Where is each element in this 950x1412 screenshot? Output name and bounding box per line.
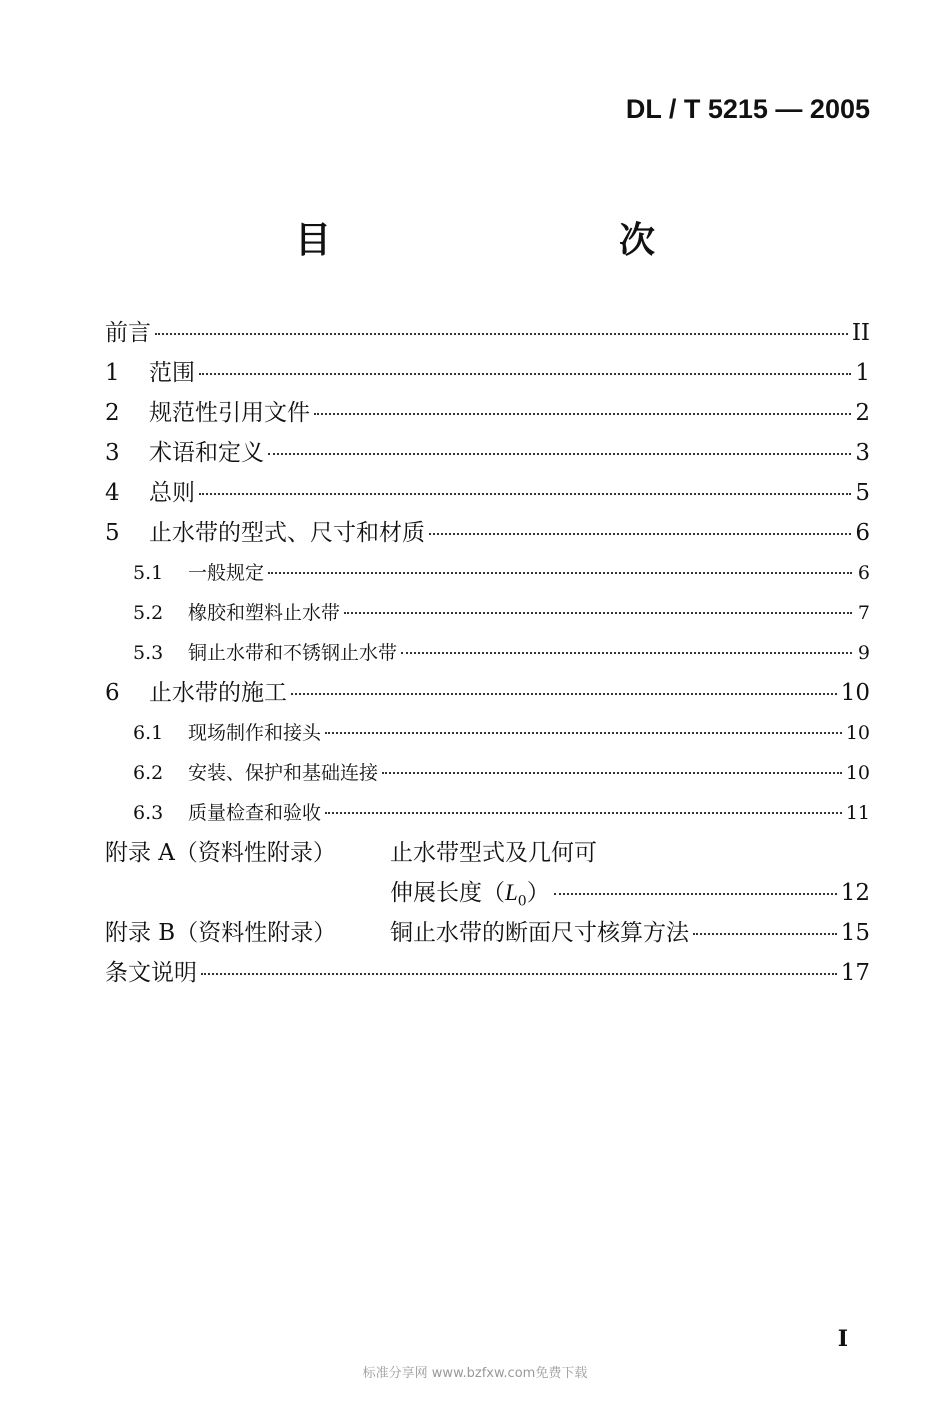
toc-leader xyxy=(382,772,842,774)
toc-label: 条文说明 xyxy=(105,960,197,986)
toc-entry-appendix-a-continued[interactable] xyxy=(105,873,870,913)
toc-entry-6-2[interactable] xyxy=(105,753,870,793)
toc-page: II xyxy=(851,320,870,346)
toc-page: 6 xyxy=(855,520,870,546)
toc-number: 4 xyxy=(105,480,120,506)
toc-entry-6[interactable] xyxy=(105,673,870,713)
toc-entry-6-1[interactable] xyxy=(105,713,870,753)
toc-number: 6.2 xyxy=(133,762,164,784)
toc-number: 5 xyxy=(105,520,120,546)
toc-page: 12 xyxy=(840,880,870,906)
toc-entry-appendix-a[interactable] xyxy=(105,833,870,873)
toc-label: 铜止水带的断面尺寸核算方法 xyxy=(390,920,689,946)
toc-title: 目 次 xyxy=(294,219,727,261)
standard-code: DL / T 5215 — 2005 xyxy=(625,94,870,124)
toc-entry-5[interactable] xyxy=(105,513,870,553)
toc-number: 5.3 xyxy=(133,642,164,664)
appendix-prefix: 附录 B（资料性附录） xyxy=(105,920,337,946)
toc-label: 一般规定 xyxy=(188,562,265,584)
toc-page: 3 xyxy=(855,440,870,466)
toc-page: 10 xyxy=(845,762,870,784)
appendix-prefix: 附录 A（资料性附录） xyxy=(105,840,336,866)
toc-leader xyxy=(325,732,842,734)
watermark: 标准分享网 www.bzfxw.com免费下载 xyxy=(362,1366,588,1381)
toc-entry-5-1[interactable] xyxy=(105,553,870,593)
toc-entry-notes[interactable] xyxy=(105,953,870,993)
toc-entry-5-3[interactable] xyxy=(105,633,870,673)
toc-label: 质量检查和验收 xyxy=(188,802,322,824)
toc-entry-foreword[interactable] xyxy=(105,313,870,353)
toc-leader xyxy=(201,973,837,975)
toc-label: 铜止水带和不锈钢止水带 xyxy=(188,642,398,664)
toc-entry-appendix-b[interactable] xyxy=(105,913,870,953)
toc-page: 15 xyxy=(840,920,870,946)
toc-leader xyxy=(199,493,851,495)
toc-leader xyxy=(291,693,837,695)
toc-number: 6.1 xyxy=(133,722,164,744)
toc-leader xyxy=(268,453,851,455)
toc-leader xyxy=(325,812,842,814)
toc-label: 范围 xyxy=(149,360,195,386)
toc-label: 安装、保护和基础连接 xyxy=(188,762,379,784)
toc-number: 5.2 xyxy=(133,602,164,624)
toc-entry-5-2[interactable] xyxy=(105,593,870,633)
toc-label: 术语和定义 xyxy=(149,440,264,466)
toc-leader xyxy=(401,652,852,654)
toc-label: 规范性引用文件 xyxy=(149,400,310,426)
toc-page: 11 xyxy=(845,802,870,824)
toc-page: 2 xyxy=(855,400,870,426)
toc-number: 6.3 xyxy=(133,802,164,824)
toc-leader xyxy=(199,373,851,375)
toc-label: 止水带的施工 xyxy=(149,680,287,706)
toc-label: 橡胶和塑料止水带 xyxy=(188,602,341,624)
toc-entry-4[interactable] xyxy=(105,473,870,513)
toc-page: 10 xyxy=(840,680,870,706)
toc-leader xyxy=(268,572,852,574)
toc-page: 10 xyxy=(845,722,870,744)
toc-page: 6 xyxy=(857,562,870,584)
toc-page: 9 xyxy=(857,642,870,664)
toc-number: 2 xyxy=(105,400,120,426)
toc-entry-2[interactable] xyxy=(105,393,870,433)
toc-leader xyxy=(155,333,848,335)
toc-number: 5.1 xyxy=(133,562,164,584)
toc-number: 3 xyxy=(105,440,120,466)
toc-page: 5 xyxy=(855,480,870,506)
toc-page: 7 xyxy=(857,602,870,624)
toc-leader xyxy=(554,893,837,895)
toc-label: 伸展长度$(L_0)$ xyxy=(390,880,550,910)
toc-entry-1[interactable] xyxy=(105,353,870,393)
toc-label: 现场制作和接头 xyxy=(188,722,322,744)
page-number: I xyxy=(837,1326,848,1352)
toc-leader xyxy=(344,612,852,614)
toc-leader xyxy=(429,533,851,535)
toc-page: 17 xyxy=(840,960,870,986)
toc-number: 6 xyxy=(105,680,120,706)
toc-label: 止水带的型式、尺寸和材质 xyxy=(149,520,425,546)
table-of-contents xyxy=(105,313,870,993)
toc-label: 止水带型式及几何可 xyxy=(390,840,597,866)
toc-page: 1 xyxy=(855,360,870,386)
toc-leader xyxy=(314,413,851,415)
toc-number: 1 xyxy=(105,360,120,386)
toc-label: 总则 xyxy=(149,480,195,506)
toc-leader xyxy=(693,933,837,935)
toc-label: 前言 xyxy=(105,320,151,346)
toc-entry-3[interactable] xyxy=(105,433,870,473)
toc-entry-6-3[interactable] xyxy=(105,793,870,833)
